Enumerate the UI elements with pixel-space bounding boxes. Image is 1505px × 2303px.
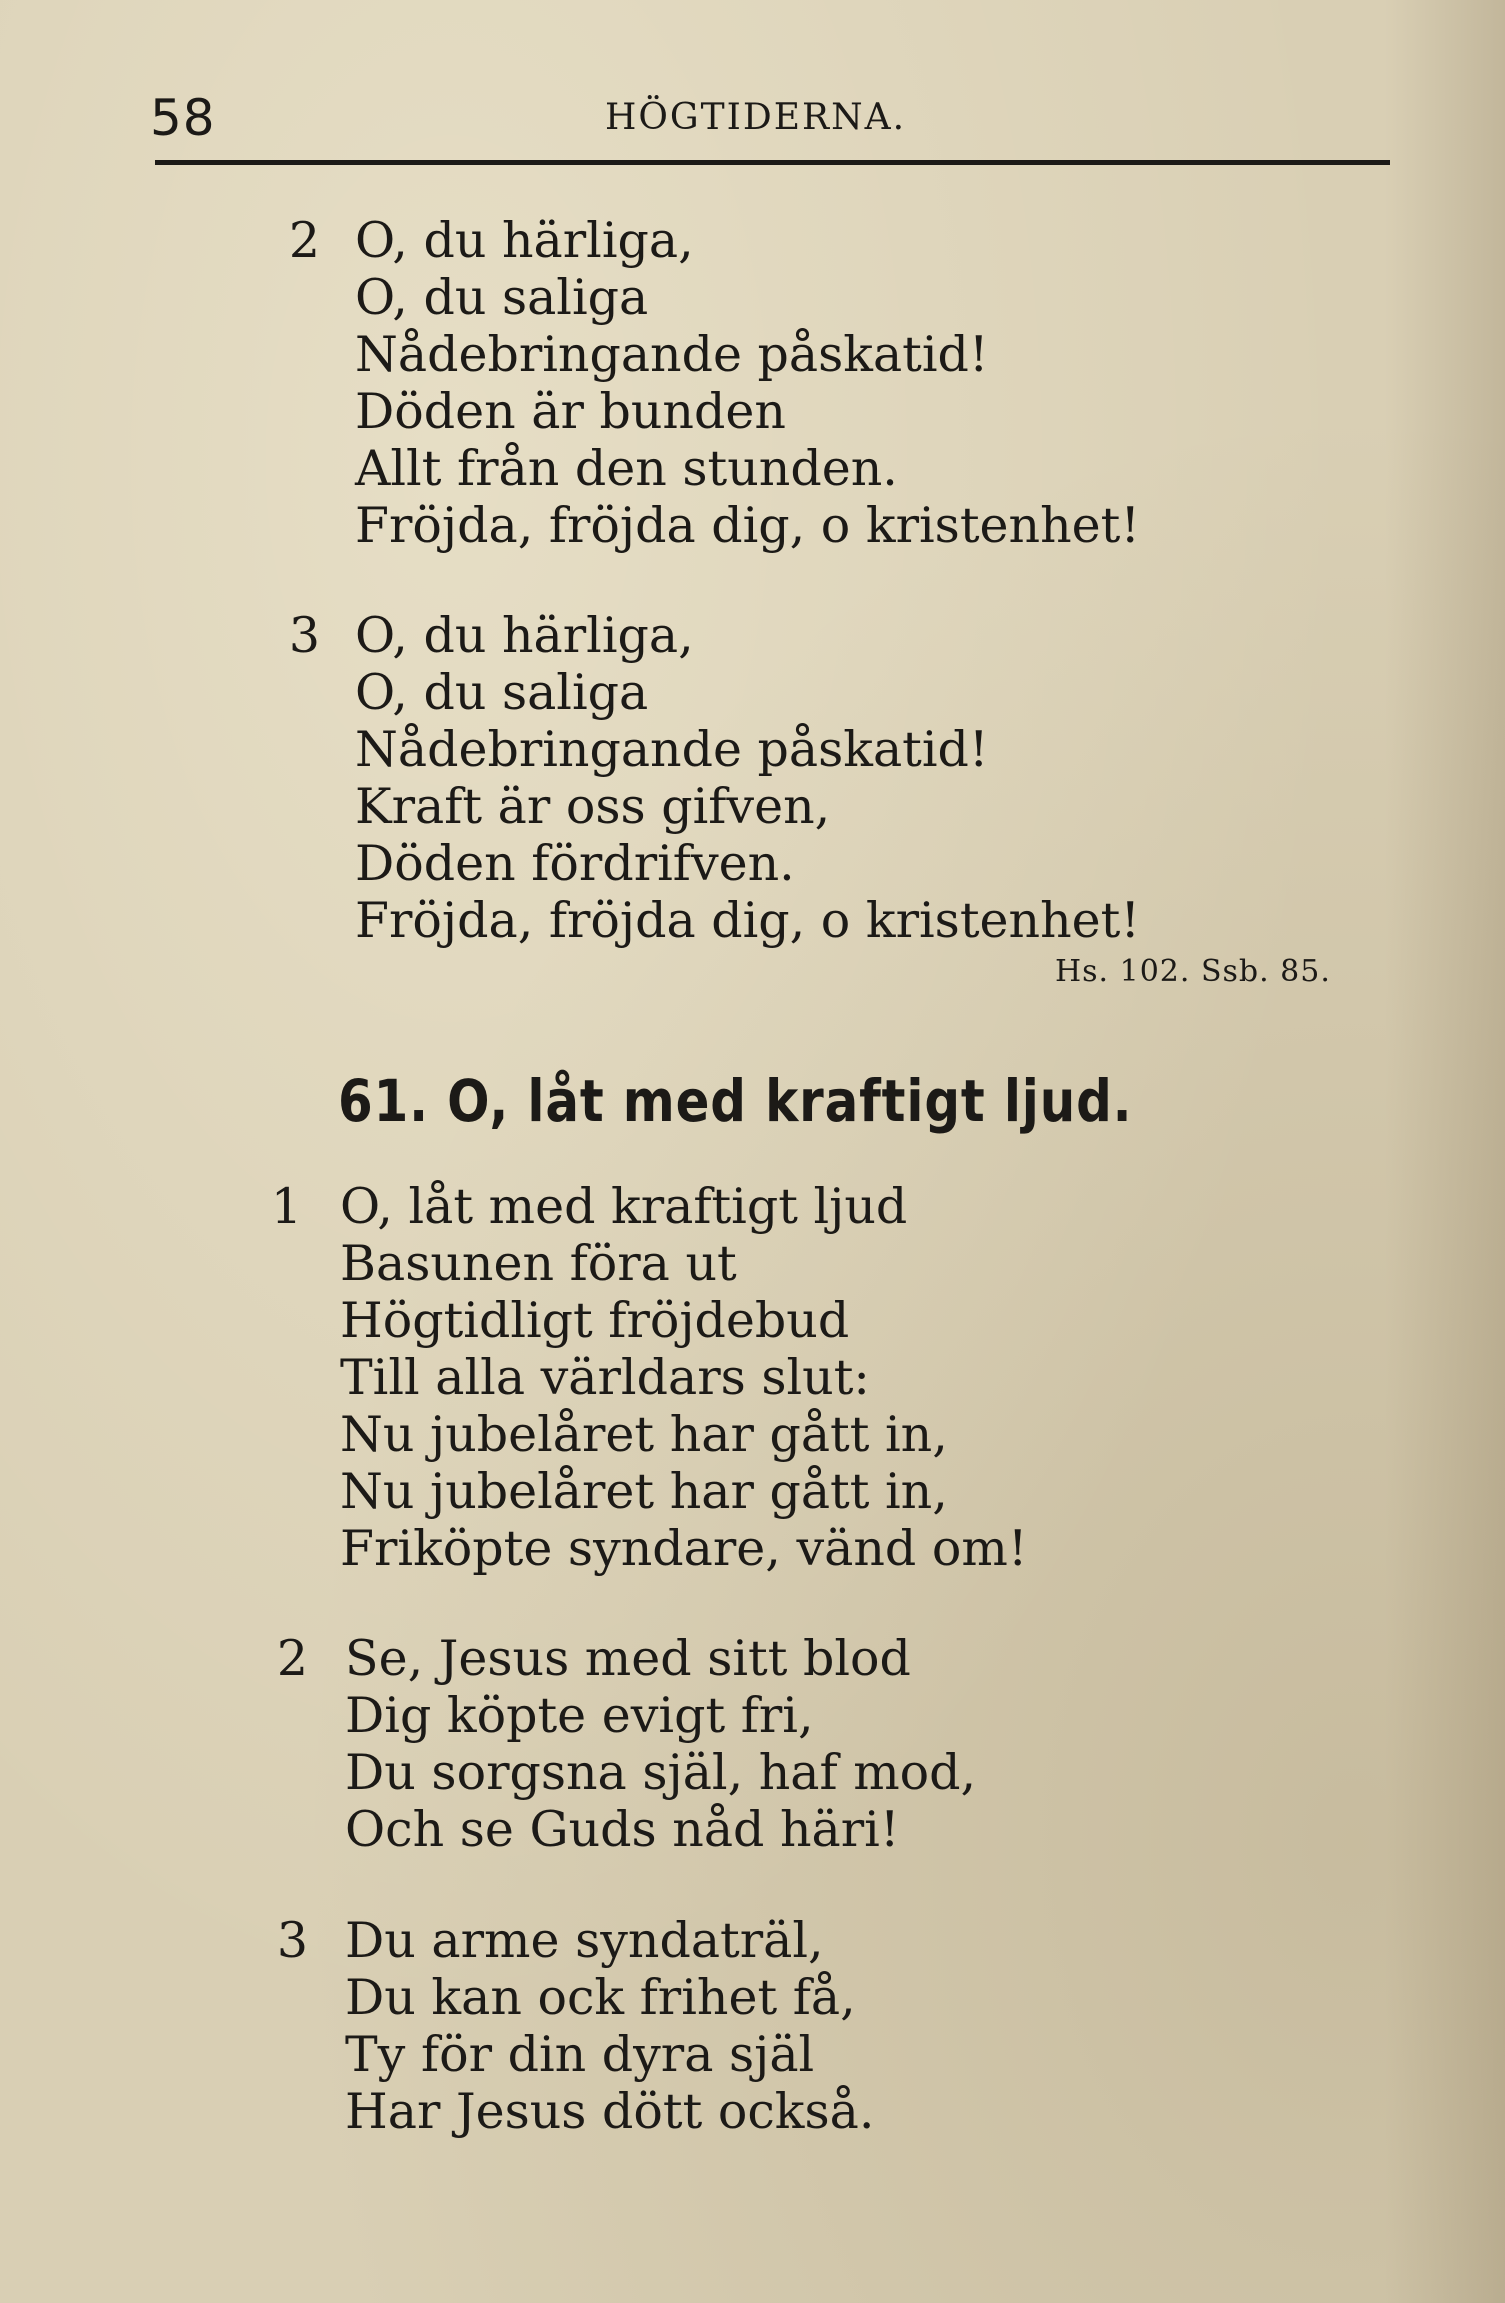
verse-line: Se, Jesus med sitt blod [345, 1630, 911, 1687]
running-head: HÖGTIDERNA. [605, 97, 907, 138]
verse-line: Du kan ock frihet få, [345, 1969, 856, 2026]
verse-lines [345, 1912, 874, 2140]
page-number: 58 [150, 89, 216, 147]
verse-line: Basunen föra ut [340, 1235, 737, 1292]
verse-line: Till alla världars slut: [340, 1349, 870, 1406]
verse-line: O, du härliga, [355, 212, 694, 269]
page-header [150, 88, 1390, 148]
verse-line: O, du härliga, [355, 607, 694, 664]
verse-number: 3 [276, 1912, 308, 1969]
verse-lines [355, 607, 1140, 949]
verse-line: Nu jubelåret har gått in, [340, 1463, 948, 1520]
verse-line: Fröjda, fröjda dig, o kristenhet! [355, 497, 1141, 554]
verse-number: 1 [270, 1178, 302, 1235]
verse-line: Ty för din dyra själ [345, 2026, 815, 2083]
verse-line: Du arme syndaträl, [345, 1912, 824, 1969]
verse-line: Har Jesus dött också. [345, 2083, 875, 2140]
verse-line: Döden fördrifven. [355, 835, 795, 892]
verse-number: 3 [288, 607, 320, 664]
verse-line: Nådebringande påskatid! [355, 326, 989, 383]
verse-lines [340, 1178, 1028, 1577]
verse-number: 2 [288, 212, 320, 269]
verse-line: Du sorgsna själ, haf mod, [345, 1744, 977, 1801]
verse-line: Dig köpte evigt fri, [345, 1687, 814, 1744]
header-rule [155, 160, 1390, 165]
verse-lines [345, 1630, 976, 1858]
hymn-reference: Hs. 102. Ssb. 85. [1055, 954, 1331, 989]
verse-line: Nådebringande påskatid! [355, 721, 989, 778]
verse-line: Kraft är oss gifven, [355, 778, 831, 835]
hymn-title: 61. O, låt med kraftigt ljud. [338, 1067, 1133, 1135]
verse-line: Högtidligt fröjdebud [340, 1292, 850, 1349]
verse-line: Friköpte syndare, vänd om! [340, 1520, 1028, 1577]
verse-line: Nu jubelåret har gått in, [340, 1406, 948, 1463]
verse-line: Fröjda, fröjda dig, o kristenhet! [355, 892, 1141, 949]
verse-line: Och se Guds nåd häri! [345, 1801, 900, 1858]
verse-line: O, du saliga [355, 664, 649, 721]
verse-line: O, du saliga [355, 269, 649, 326]
verse-line: Döden är bunden [355, 383, 786, 440]
verse-line: Allt från den stunden. [355, 440, 898, 497]
verse-lines [355, 212, 1140, 554]
verse-number: 2 [276, 1630, 308, 1687]
verse-line: O, låt med kraftigt ljud [340, 1178, 908, 1235]
